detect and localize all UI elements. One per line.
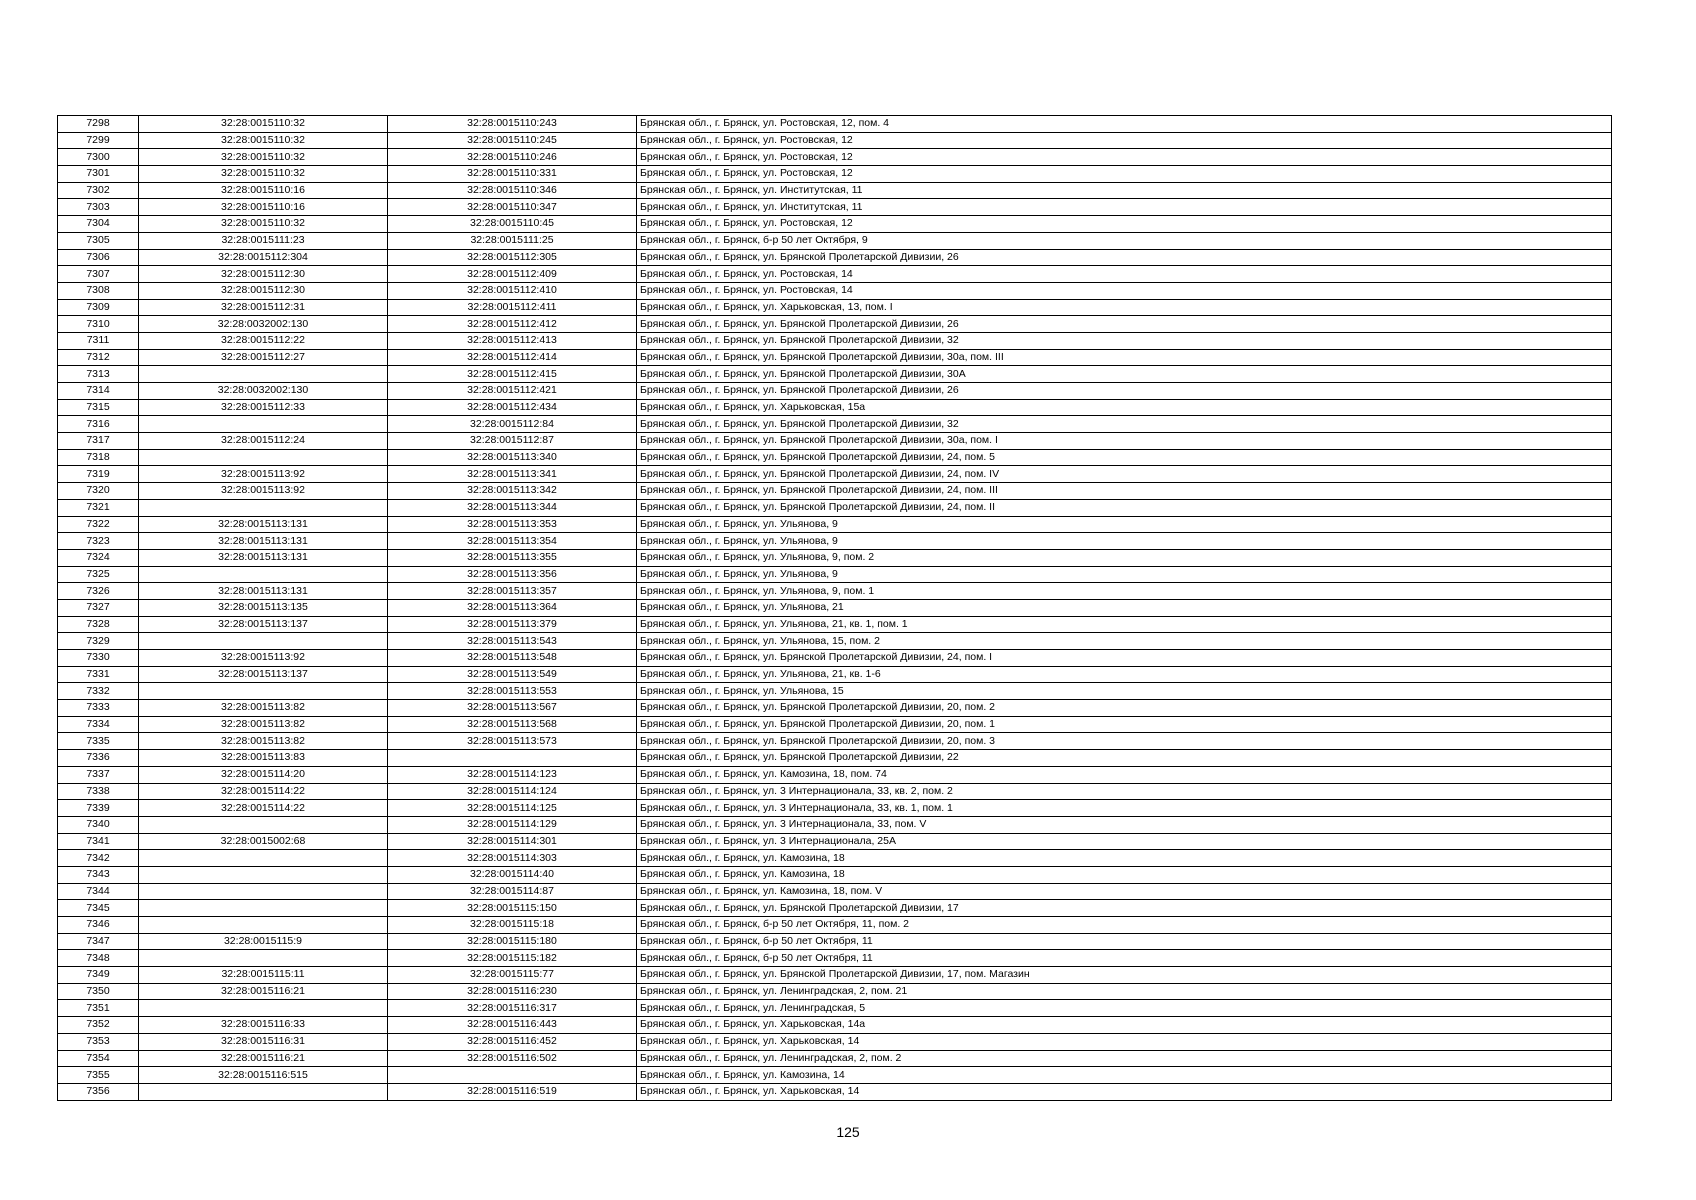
address-cell: Брянская обл., г. Брянск, ул. Брянской Пролетарской Дивизии, 17 bbox=[637, 900, 1612, 917]
address-cell: Брянская обл., г. Брянск, ул. Ростовская, 12 bbox=[637, 132, 1612, 149]
parent-cadastral-number-cell: 32:28:0015110:32 bbox=[139, 149, 388, 166]
parent-cadastral-number-cell bbox=[139, 499, 388, 516]
address-cell: Брянская обл., г. Брянск, ул. Брянской Пролетарской Дивизии, 24, пом. III bbox=[637, 483, 1612, 500]
parent-cadastral-number-cell: 32:28:0015113:92 bbox=[139, 483, 388, 500]
parent-cadastral-number-cell bbox=[139, 883, 388, 900]
parent-cadastral-number-cell bbox=[139, 816, 388, 833]
row-number-cell: 7341 bbox=[58, 833, 139, 850]
row-number-cell: 7350 bbox=[58, 983, 139, 1000]
address-cell: Брянская обл., г. Брянск, ул. Камозина, 18 bbox=[637, 850, 1612, 867]
table-row bbox=[58, 132, 1612, 149]
table-row bbox=[58, 650, 1612, 667]
address-cell: Брянская обл., г. Брянск, ул. Брянской Пролетарской Дивизии, 32 bbox=[637, 332, 1612, 349]
table-row bbox=[58, 1050, 1612, 1067]
row-number-cell: 7307 bbox=[58, 266, 139, 283]
parent-cadastral-number-cell: 32:28:0015114:22 bbox=[139, 800, 388, 817]
cadastral-number-cell: 32:28:0015113:342 bbox=[388, 483, 637, 500]
address-cell: Брянская обл., г. Брянск, ул. Харьковская, 14а bbox=[637, 1017, 1612, 1034]
table-row bbox=[58, 483, 1612, 500]
cadastral-number-cell: 32:28:0015110:331 bbox=[388, 166, 637, 183]
cadastral-number-cell: 32:28:0015115:150 bbox=[388, 900, 637, 917]
parent-cadastral-number-cell: 32:28:0015111:23 bbox=[139, 232, 388, 249]
table-row bbox=[58, 833, 1612, 850]
address-cell: Брянская обл., г. Брянск, ул. 3 Интернационала, 33, кв. 1, пом. 1 bbox=[637, 800, 1612, 817]
address-cell: Брянская обл., г. Брянск, ул. Брянской Пролетарской Дивизии, 20, пом. 3 bbox=[637, 733, 1612, 750]
address-cell: Брянская обл., г. Брянск, ул. Институтская, 11 bbox=[637, 199, 1612, 216]
row-number-cell: 7334 bbox=[58, 716, 139, 733]
parent-cadastral-number-cell: 32:28:0015112:31 bbox=[139, 299, 388, 316]
table-row bbox=[58, 533, 1612, 550]
address-cell: Брянская обл., г. Брянск, ул. Ульянова, 9 bbox=[637, 533, 1612, 550]
parent-cadastral-number-cell bbox=[139, 950, 388, 967]
cadastral-number-cell: 32:28:0015116:519 bbox=[388, 1083, 637, 1100]
table-row bbox=[58, 866, 1612, 883]
address-cell: Брянская обл., г. Брянск, ул. Брянской Пролетарской Дивизии, 30А bbox=[637, 366, 1612, 383]
address-cell: Брянская обл., г. Брянск, ул. Брянской Пролетарской Дивизии, 24, пом. IV bbox=[637, 466, 1612, 483]
row-number-cell: 7310 bbox=[58, 316, 139, 333]
row-number-cell: 7298 bbox=[58, 116, 139, 133]
table-row bbox=[58, 116, 1612, 133]
table-row bbox=[58, 383, 1612, 400]
row-number-cell: 7346 bbox=[58, 917, 139, 934]
parent-cadastral-number-cell: 32:28:0015114:20 bbox=[139, 766, 388, 783]
row-number-cell: 7336 bbox=[58, 750, 139, 767]
row-number-cell: 7317 bbox=[58, 433, 139, 450]
row-number-cell: 7338 bbox=[58, 783, 139, 800]
cadastral-number-cell: 32:28:0015112:411 bbox=[388, 299, 637, 316]
parent-cadastral-number-cell: 32:28:0015113:131 bbox=[139, 549, 388, 566]
cadastral-number-cell: 32:28:0015115:182 bbox=[388, 950, 637, 967]
address-cell: Брянская обл., г. Брянск, ул. Брянской Пролетарской Дивизии, 24, пом. 5 bbox=[637, 449, 1612, 466]
address-cell: Брянская обл., г. Брянск, ул. Ульянова, 15 bbox=[637, 683, 1612, 700]
parent-cadastral-number-cell: 32:28:0015112:30 bbox=[139, 266, 388, 283]
cadastral-number-cell: 32:28:0015112:87 bbox=[388, 433, 637, 450]
table-row bbox=[58, 499, 1612, 516]
cadastral-number-cell: 32:28:0015112:305 bbox=[388, 249, 637, 266]
address-cell: Брянская обл., г. Брянск, ул. Брянской Пролетарской Дивизии, 20, пом. 2 bbox=[637, 700, 1612, 717]
cadastral-number-cell: 32:28:0015115:18 bbox=[388, 917, 637, 934]
parent-cadastral-number-cell bbox=[139, 366, 388, 383]
row-number-cell: 7344 bbox=[58, 883, 139, 900]
address-cell: Брянская обл., г. Брянск, ул. Ульянова, 9 bbox=[637, 566, 1612, 583]
cadastral-number-cell: 32:28:0015113:543 bbox=[388, 633, 637, 650]
cadastral-number-cell: 32:28:0015116:502 bbox=[388, 1050, 637, 1067]
address-cell: Брянская обл., г. Брянск, ул. 3 Интернационала, 25А bbox=[637, 833, 1612, 850]
row-number-cell: 7352 bbox=[58, 1017, 139, 1034]
parent-cadastral-number-cell: 32:28:0032002:130 bbox=[139, 316, 388, 333]
table-row bbox=[58, 366, 1612, 383]
table-row bbox=[58, 700, 1612, 717]
cadastral-number-cell: 32:28:0015112:412 bbox=[388, 316, 637, 333]
cadastral-number-cell: 32:28:0015112:421 bbox=[388, 383, 637, 400]
table-row bbox=[58, 750, 1612, 767]
table-row bbox=[58, 299, 1612, 316]
address-cell: Брянская обл., г. Брянск, ул. Камозина, 14 bbox=[637, 1067, 1612, 1084]
row-number-cell: 7349 bbox=[58, 967, 139, 984]
row-number-cell: 7326 bbox=[58, 583, 139, 600]
parent-cadastral-number-cell: 32:28:0015113:137 bbox=[139, 666, 388, 683]
parent-cadastral-number-cell bbox=[139, 566, 388, 583]
parent-cadastral-number-cell bbox=[139, 683, 388, 700]
parent-cadastral-number-cell: 32:28:0015112:30 bbox=[139, 282, 388, 299]
address-cell: Брянская обл., г. Брянск, ул. Харьковская, 15а bbox=[637, 399, 1612, 416]
cadastral-number-cell: 32:28:0015113:357 bbox=[388, 583, 637, 600]
parent-cadastral-number-cell: 32:28:0015113:82 bbox=[139, 716, 388, 733]
parent-cadastral-number-cell bbox=[139, 633, 388, 650]
cadastral-number-cell bbox=[388, 1067, 637, 1084]
address-cell: Брянская обл., г. Брянск, б-р 50 лет Октября, 11, пом. 2 bbox=[637, 917, 1612, 934]
table-row bbox=[58, 449, 1612, 466]
table-row bbox=[58, 249, 1612, 266]
row-number-cell: 7328 bbox=[58, 616, 139, 633]
table-row bbox=[58, 516, 1612, 533]
row-number-cell: 7322 bbox=[58, 516, 139, 533]
cadastral-number-cell: 32:28:0015114:124 bbox=[388, 783, 637, 800]
row-number-cell: 7342 bbox=[58, 850, 139, 867]
cadastral-number-cell: 32:28:0015115:77 bbox=[388, 967, 637, 984]
cadastral-number-cell: 32:28:0015114:87 bbox=[388, 883, 637, 900]
table-row bbox=[58, 783, 1612, 800]
table-row bbox=[58, 683, 1612, 700]
table-row bbox=[58, 633, 1612, 650]
table-row bbox=[58, 583, 1612, 600]
parent-cadastral-number-cell bbox=[139, 917, 388, 934]
table-row bbox=[58, 349, 1612, 366]
row-number-cell: 7353 bbox=[58, 1033, 139, 1050]
cadastral-number-cell: 32:28:0015113:379 bbox=[388, 616, 637, 633]
address-cell: Брянская обл., г. Брянск, ул. Брянской Пролетарской Дивизии, 20, пом. 1 bbox=[637, 716, 1612, 733]
cadastral-number-cell: 32:28:0015113:568 bbox=[388, 716, 637, 733]
cadastral-number-cell: 32:28:0015115:180 bbox=[388, 933, 637, 950]
cadastral-number-cell: 32:28:0015116:443 bbox=[388, 1017, 637, 1034]
table-row bbox=[58, 282, 1612, 299]
cadastral-number-cell: 32:28:0015112:415 bbox=[388, 366, 637, 383]
table-row bbox=[58, 166, 1612, 183]
cadastral-number-cell: 32:28:0015114:129 bbox=[388, 816, 637, 833]
row-number-cell: 7329 bbox=[58, 633, 139, 650]
cadastral-number-cell: 32:28:0015110:246 bbox=[388, 149, 637, 166]
address-cell: Брянская обл., г. Брянск, ул. Ростовская, 14 bbox=[637, 266, 1612, 283]
table-row bbox=[58, 149, 1612, 166]
table-row bbox=[58, 399, 1612, 416]
parent-cadastral-number-cell: 32:28:0015113:131 bbox=[139, 583, 388, 600]
cadastral-number-cell bbox=[388, 750, 637, 767]
cadastral-number-cell: 32:28:0015113:356 bbox=[388, 566, 637, 583]
address-cell: Брянская обл., г. Брянск, ул. Брянской Пролетарской Дивизии, 24, пом. I bbox=[637, 650, 1612, 667]
parent-cadastral-number-cell: 32:28:0015112:304 bbox=[139, 249, 388, 266]
row-number-cell: 7312 bbox=[58, 349, 139, 366]
cadastral-number-cell: 32:28:0015113:573 bbox=[388, 733, 637, 750]
row-number-cell: 7321 bbox=[58, 499, 139, 516]
row-number-cell: 7325 bbox=[58, 566, 139, 583]
table-row bbox=[58, 950, 1612, 967]
row-number-cell: 7356 bbox=[58, 1083, 139, 1100]
address-cell: Брянская обл., г. Брянск, ул. Камозина, 18, пом. 74 bbox=[637, 766, 1612, 783]
cadastral-number-cell: 32:28:0015113:344 bbox=[388, 499, 637, 516]
row-number-cell: 7316 bbox=[58, 416, 139, 433]
row-number-cell: 7304 bbox=[58, 216, 139, 233]
parent-cadastral-number-cell: 32:28:0015110:32 bbox=[139, 132, 388, 149]
parent-cadastral-number-cell: 32:28:0015115:11 bbox=[139, 967, 388, 984]
cadastral-number-cell: 32:28:0015113:364 bbox=[388, 599, 637, 616]
table-row bbox=[58, 332, 1612, 349]
parent-cadastral-number-cell: 32:28:0015113:131 bbox=[139, 533, 388, 550]
cadastral-number-cell: 32:28:0015113:354 bbox=[388, 533, 637, 550]
row-number-cell: 7319 bbox=[58, 466, 139, 483]
table-row bbox=[58, 416, 1612, 433]
address-cell: Брянская обл., г. Брянск, ул. Брянской Пролетарской Дивизии, 26 bbox=[637, 316, 1612, 333]
row-number-cell: 7345 bbox=[58, 900, 139, 917]
row-number-cell: 7308 bbox=[58, 282, 139, 299]
row-number-cell: 7306 bbox=[58, 249, 139, 266]
parent-cadastral-number-cell bbox=[139, 900, 388, 917]
table-row bbox=[58, 1067, 1612, 1084]
table-row bbox=[58, 232, 1612, 249]
row-number-cell: 7355 bbox=[58, 1067, 139, 1084]
cadastral-number-cell: 32:28:0015112:414 bbox=[388, 349, 637, 366]
table-row bbox=[58, 316, 1612, 333]
address-cell: Брянская обл., г. Брянск, ул. Брянской Пролетарской Дивизии, 26 bbox=[637, 383, 1612, 400]
parent-cadastral-number-cell bbox=[139, 449, 388, 466]
registry-table bbox=[57, 115, 1612, 1101]
parent-cadastral-number-cell: 32:28:0015112:24 bbox=[139, 433, 388, 450]
row-number-cell: 7301 bbox=[58, 166, 139, 183]
row-number-cell: 7331 bbox=[58, 666, 139, 683]
cadastral-number-cell: 32:28:0015112:410 bbox=[388, 282, 637, 299]
cadastral-number-cell: 32:28:0015113:549 bbox=[388, 666, 637, 683]
row-number-cell: 7314 bbox=[58, 383, 139, 400]
table-row bbox=[58, 1017, 1612, 1034]
table-row bbox=[58, 566, 1612, 583]
parent-cadastral-number-cell: 32:28:0015112:22 bbox=[139, 332, 388, 349]
table-row bbox=[58, 616, 1612, 633]
parent-cadastral-number-cell: 32:28:0015113:82 bbox=[139, 700, 388, 717]
cadastral-number-cell: 32:28:0015114:303 bbox=[388, 850, 637, 867]
row-number-cell: 7343 bbox=[58, 866, 139, 883]
address-cell: Брянская обл., г. Брянск, ул. Ульянова, 15, пом. 2 bbox=[637, 633, 1612, 650]
parent-cadastral-number-cell: 32:28:0015113:131 bbox=[139, 516, 388, 533]
cadastral-number-cell: 32:28:0015112:434 bbox=[388, 399, 637, 416]
address-cell: Брянская обл., г. Брянск, ул. Харьковская, 13, пом. I bbox=[637, 299, 1612, 316]
row-number-cell: 7309 bbox=[58, 299, 139, 316]
parent-cadastral-number-cell bbox=[139, 416, 388, 433]
table-row bbox=[58, 1000, 1612, 1017]
cadastral-number-cell: 32:28:0015112:84 bbox=[388, 416, 637, 433]
parent-cadastral-number-cell: 32:28:0015002:68 bbox=[139, 833, 388, 850]
row-number-cell: 7302 bbox=[58, 182, 139, 199]
cadastral-number-cell: 32:28:0015112:409 bbox=[388, 266, 637, 283]
address-cell: Брянская обл., г. Брянск, ул. Ленинградская, 2, пом. 2 bbox=[637, 1050, 1612, 1067]
parent-cadastral-number-cell: 32:28:0015116:21 bbox=[139, 983, 388, 1000]
row-number-cell: 7324 bbox=[58, 549, 139, 566]
row-number-cell: 7305 bbox=[58, 232, 139, 249]
table-row bbox=[58, 216, 1612, 233]
address-cell: Брянская обл., г. Брянск, ул. Брянской Пролетарской Дивизии, 30а, пом. I bbox=[637, 433, 1612, 450]
parent-cadastral-number-cell: 32:28:0015113:92 bbox=[139, 650, 388, 667]
table-row bbox=[58, 549, 1612, 566]
address-cell: Брянская обл., г. Брянск, ул. Харьковская, 14 bbox=[637, 1083, 1612, 1100]
table-row bbox=[58, 850, 1612, 867]
cadastral-number-cell: 32:28:0015111:25 bbox=[388, 232, 637, 249]
address-cell: Брянская обл., г. Брянск, ул. Брянской Пролетарской Дивизии, 30а, пом. III bbox=[637, 349, 1612, 366]
row-number-cell: 7323 bbox=[58, 533, 139, 550]
parent-cadastral-number-cell: 32:28:0015113:92 bbox=[139, 466, 388, 483]
parent-cadastral-number-cell: 32:28:0015113:137 bbox=[139, 616, 388, 633]
table-row bbox=[58, 1033, 1612, 1050]
parent-cadastral-number-cell: 32:28:0015110:16 bbox=[139, 182, 388, 199]
address-cell: Брянская обл., г. Брянск, б-р 50 лет Октября, 11 bbox=[637, 933, 1612, 950]
table-row bbox=[58, 766, 1612, 783]
address-cell: Брянская обл., г. Брянск, ул. Ленинградская, 5 bbox=[637, 1000, 1612, 1017]
row-number-cell: 7351 bbox=[58, 1000, 139, 1017]
row-number-cell: 7347 bbox=[58, 933, 139, 950]
cadastral-number-cell: 32:28:0015114:123 bbox=[388, 766, 637, 783]
row-number-cell: 7318 bbox=[58, 449, 139, 466]
address-cell: Брянская обл., г. Брянск, ул. Брянской Пролетарской Дивизии, 17, пом. Магазин bbox=[637, 967, 1612, 984]
parent-cadastral-number-cell: 32:28:0015114:22 bbox=[139, 783, 388, 800]
address-cell: Брянская обл., г. Брянск, ул. Ульянова, 9 bbox=[637, 516, 1612, 533]
table-row bbox=[58, 900, 1612, 917]
row-number-cell: 7299 bbox=[58, 132, 139, 149]
table-row bbox=[58, 800, 1612, 817]
row-number-cell: 7339 bbox=[58, 800, 139, 817]
cadastral-number-cell: 32:28:0015110:45 bbox=[388, 216, 637, 233]
address-cell: Брянская обл., г. Брянск, ул. Харьковская, 14 bbox=[637, 1033, 1612, 1050]
address-cell: Брянская обл., г. Брянск, ул. Ростовская, 12 bbox=[637, 166, 1612, 183]
table-row bbox=[58, 816, 1612, 833]
cadastral-number-cell: 32:28:0015114:125 bbox=[388, 800, 637, 817]
table-row bbox=[58, 983, 1612, 1000]
parent-cadastral-number-cell: 32:28:0015110:32 bbox=[139, 116, 388, 133]
parent-cadastral-number-cell bbox=[139, 1083, 388, 1100]
cadastral-number-cell: 32:28:0015113:567 bbox=[388, 700, 637, 717]
address-cell: Брянская обл., г. Брянск, ул. Ростовская, 14 bbox=[637, 282, 1612, 299]
table-row bbox=[58, 917, 1612, 934]
cadastral-number-cell: 32:28:0015116:452 bbox=[388, 1033, 637, 1050]
address-cell: Брянская обл., г. Брянск, б-р 50 лет Октября, 9 bbox=[637, 232, 1612, 249]
address-cell: Брянская обл., г. Брянск, ул. Брянской Пролетарской Дивизии, 24, пом. II bbox=[637, 499, 1612, 516]
address-cell: Брянская обл., г. Брянск, ул. 3 Интернационала, 33, кв. 2, пом. 2 bbox=[637, 783, 1612, 800]
row-number-cell: 7327 bbox=[58, 599, 139, 616]
address-cell: Брянская обл., г. Брянск, ул. Брянской Пролетарской Дивизии, 26 bbox=[637, 249, 1612, 266]
parent-cadastral-number-cell: 32:28:0015116:31 bbox=[139, 1033, 388, 1050]
page-number: 125 bbox=[836, 1124, 860, 1140]
address-cell: Брянская обл., г. Брянск, ул. Ростовская, 12, пом. 4 bbox=[637, 116, 1612, 133]
row-number-cell: 7354 bbox=[58, 1050, 139, 1067]
cadastral-number-cell: 32:28:0015113:355 bbox=[388, 549, 637, 566]
cadastral-number-cell: 32:28:0015114:301 bbox=[388, 833, 637, 850]
cadastral-number-cell: 32:28:0015110:347 bbox=[388, 199, 637, 216]
cadastral-number-cell: 32:28:0015110:346 bbox=[388, 182, 637, 199]
table-row bbox=[58, 466, 1612, 483]
parent-cadastral-number-cell: 32:28:0015116:33 bbox=[139, 1017, 388, 1034]
row-number-cell: 7313 bbox=[58, 366, 139, 383]
address-cell: Брянская обл., г. Брянск, ул. Ростовская, 12 bbox=[637, 216, 1612, 233]
table-row bbox=[58, 967, 1612, 984]
parent-cadastral-number-cell bbox=[139, 866, 388, 883]
cadastral-number-cell: 32:28:0015113:340 bbox=[388, 449, 637, 466]
cadastral-number-cell: 32:28:0015114:40 bbox=[388, 866, 637, 883]
table-row bbox=[58, 666, 1612, 683]
row-number-cell: 7330 bbox=[58, 650, 139, 667]
table-row bbox=[58, 883, 1612, 900]
table-row bbox=[58, 716, 1612, 733]
row-number-cell: 7311 bbox=[58, 332, 139, 349]
parent-cadastral-number-cell: 32:28:0015116:21 bbox=[139, 1050, 388, 1067]
row-number-cell: 7300 bbox=[58, 149, 139, 166]
parent-cadastral-number-cell: 32:28:0015110:16 bbox=[139, 199, 388, 216]
row-number-cell: 7337 bbox=[58, 766, 139, 783]
table-row bbox=[58, 1083, 1612, 1100]
address-cell: Брянская обл., г. Брянск, ул. 3 Интернационала, 33, пом. V bbox=[637, 816, 1612, 833]
cadastral-number-cell: 32:28:0015116:230 bbox=[388, 983, 637, 1000]
parent-cadastral-number-cell: 32:28:0032002:130 bbox=[139, 383, 388, 400]
cadastral-number-cell: 32:28:0015113:353 bbox=[388, 516, 637, 533]
address-cell: Брянская обл., г. Брянск, ул. Ульянова, 21, кв. 1-6 bbox=[637, 666, 1612, 683]
row-number-cell: 7348 bbox=[58, 950, 139, 967]
address-cell: Брянская обл., г. Брянск, ул. Брянской Пролетарской Дивизии, 22 bbox=[637, 750, 1612, 767]
table-row bbox=[58, 599, 1612, 616]
parent-cadastral-number-cell: 32:28:0015112:33 bbox=[139, 399, 388, 416]
cadastral-number-cell: 32:28:0015113:548 bbox=[388, 650, 637, 667]
row-number-cell: 7303 bbox=[58, 199, 139, 216]
table-row bbox=[58, 182, 1612, 199]
cadastral-number-cell: 32:28:0015110:243 bbox=[388, 116, 637, 133]
address-cell: Брянская обл., г. Брянск, ул. Ростовская, 12 bbox=[637, 149, 1612, 166]
row-number-cell: 7320 bbox=[58, 483, 139, 500]
parent-cadastral-number-cell: 32:28:0015113:82 bbox=[139, 733, 388, 750]
table-row bbox=[58, 433, 1612, 450]
address-cell: Брянская обл., г. Брянск, ул. Ульянова, 9, пом. 2 bbox=[637, 549, 1612, 566]
registry-table-body bbox=[58, 116, 1612, 1101]
cadastral-number-cell: 32:28:0015113:553 bbox=[388, 683, 637, 700]
row-number-cell: 7332 bbox=[58, 683, 139, 700]
registry-table-container bbox=[57, 115, 1612, 1101]
row-number-cell: 7333 bbox=[58, 700, 139, 717]
address-cell: Брянская обл., г. Брянск, ул. Камозина, 18 bbox=[637, 866, 1612, 883]
cadastral-number-cell: 32:28:0015116:317 bbox=[388, 1000, 637, 1017]
parent-cadastral-number-cell: 32:28:0015115:9 bbox=[139, 933, 388, 950]
row-number-cell: 7335 bbox=[58, 733, 139, 750]
address-cell: Брянская обл., г. Брянск, ул. Ульянова, 21 bbox=[637, 599, 1612, 616]
address-cell: Брянская обл., г. Брянск, ул. Ульянова, 21, кв. 1, пом. 1 bbox=[637, 616, 1612, 633]
parent-cadastral-number-cell: 32:28:0015110:32 bbox=[139, 216, 388, 233]
address-cell: Брянская обл., г. Брянск, б-р 50 лет Октября, 11 bbox=[637, 950, 1612, 967]
cadastral-number-cell: 32:28:0015110:245 bbox=[388, 132, 637, 149]
parent-cadastral-number-cell: 32:28:0015110:32 bbox=[139, 166, 388, 183]
parent-cadastral-number-cell bbox=[139, 850, 388, 867]
parent-cadastral-number-cell: 32:28:0015113:135 bbox=[139, 599, 388, 616]
cadastral-number-cell: 32:28:0015112:413 bbox=[388, 332, 637, 349]
address-cell: Брянская обл., г. Брянск, ул. Институтская, 11 bbox=[637, 182, 1612, 199]
table-row bbox=[58, 199, 1612, 216]
table-row bbox=[58, 266, 1612, 283]
address-cell: Брянская обл., г. Брянск, ул. Камозина, 18, пом. V bbox=[637, 883, 1612, 900]
table-row bbox=[58, 733, 1612, 750]
table-row bbox=[58, 933, 1612, 950]
address-cell: Брянская обл., г. Брянск, ул. Ульянова, 9, пом. 1 bbox=[637, 583, 1612, 600]
row-number-cell: 7315 bbox=[58, 399, 139, 416]
address-cell: Брянская обл., г. Брянск, ул. Брянской Пролетарской Дивизии, 32 bbox=[637, 416, 1612, 433]
parent-cadastral-number-cell bbox=[139, 1000, 388, 1017]
parent-cadastral-number-cell: 32:28:0015112:27 bbox=[139, 349, 388, 366]
cadastral-number-cell: 32:28:0015113:341 bbox=[388, 466, 637, 483]
parent-cadastral-number-cell: 32:28:0015116:515 bbox=[139, 1067, 388, 1084]
parent-cadastral-number-cell: 32:28:0015113:83 bbox=[139, 750, 388, 767]
address-cell: Брянская обл., г. Брянск, ул. Ленинградская, 2, пом. 21 bbox=[637, 983, 1612, 1000]
row-number-cell: 7340 bbox=[58, 816, 139, 833]
